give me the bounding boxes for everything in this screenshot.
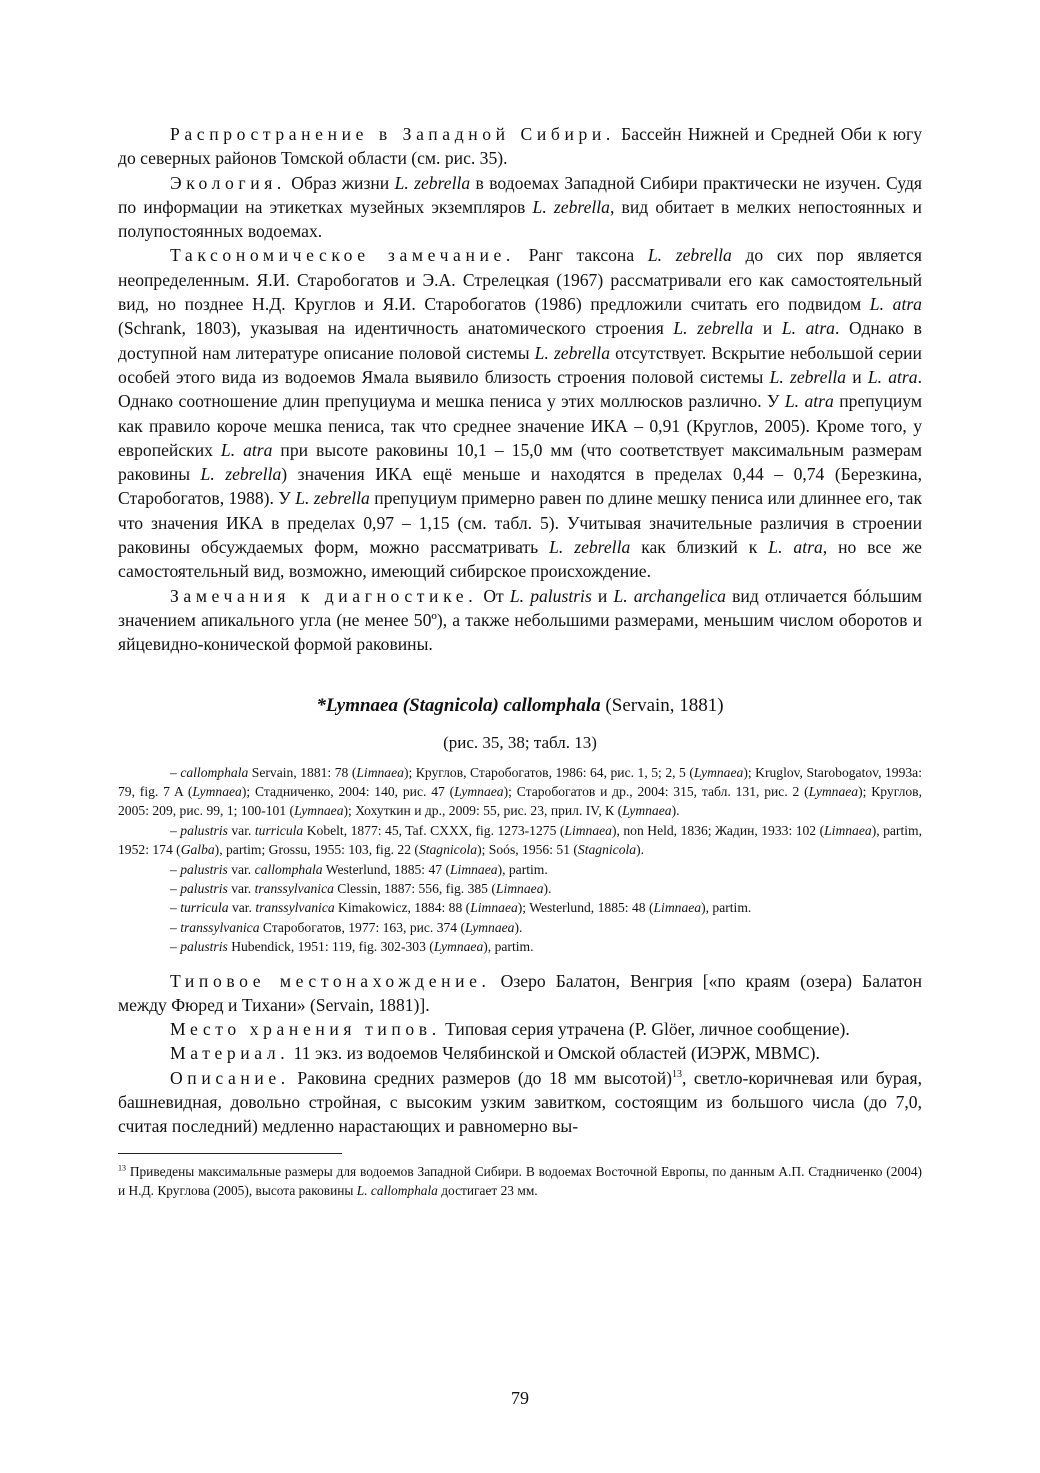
diagnostics-paragraph: Замечания к диагностике. От L. palustris и L. archangelica вид отличается бóльшим значением апикального угла (не менее 50º), а также небольшими размерами, меньшим числом оборотов и яйцевидно-конической формой раковины.	[118, 585, 922, 655]
ecology-paragraph: Экология. Образ жизни L. zebrella в водоемах Западной Сибири практически не изучен. Судя по информации на этикетках музейных экземпляров L. zebrella, вид обитает в мелких непостоянных и полупостоянных водоемах.	[118, 172, 922, 242]
synonymy-entry: – callomphala Servain, 1881: 78 (Limnaea); Круглов, Старобогатов, 1986: 64, рис. 1, 5; 2, 5 (Lymnaea); Kruglov, Starobogatov, 1993a: 79, fig. 7 A (Lymnaea); Стадниченко, 2004: 140, рис. 47 (Lymnaea); Старобогатов и др., 2004: 315, табл. 131, рис. 2 (Lymnaea); Круглов, 2005: 209, рис. 99, 1; 100-101 (Lymnaea); Хохуткин и др., 2009: 55, рис. 23, прил. IV, К (Lymnaea).	[118, 764, 922, 819]
footnote-number: 13	[118, 1163, 126, 1173]
synonymy-entry: – turricula var. transsylvanica Kimakowicz, 1884: 88 (Limnaea); Westerlund, 1885: 48 (Limnaea), partim.	[170, 900, 752, 916]
footnote-divider	[118, 1153, 342, 1154]
species-title: *Lymnaea (Stagnicola) callomphala (Servain, 1881)	[316, 694, 724, 716]
type-storage-paragraph: Место хранения типов. Типовая серия утрачена (P. Glöer, личное сообщение).	[170, 1019, 850, 1040]
synonymy-entry: – palustris var. callomphala Westerlund, 1885: 47 (Limnaea), partim.	[170, 861, 548, 877]
footnote-reference: 13	[671, 1068, 682, 1080]
section-heading: Материал.	[170, 1043, 290, 1064]
section-heading: Таксономическое замечание.	[170, 245, 515, 266]
distribution-paragraph: Распространение в Западной Сибири. Бассейн Нижней и Средней Оби к югу до северных районов Томской области (см. рис. 35).	[118, 124, 922, 169]
synonymy-entry: – palustris var. turricula Kobelt, 1877: 45, Taf. CXXX, fig. 1273-1275 (Limnaea), non Held, 1836; Жадин, 1933: 102 (Limnaea), partim, 1952: 174 (Galba), partim; Grossu, 1955: 103, fig. 22 (Stagnicola); Soós, 1956: 51 (Stagnicola).	[118, 822, 922, 858]
footnote: $^{13}$ Приведены максимальные размеры для водоемов Западной Сибири. В водоемах Восточной Европы, по данным А.П. Стадниченко (2004) и Н.Д. Круглова (2005), высота раковины L. callomphala достигает 23 мм.	[118, 1163, 922, 1198]
synonymy-entry: – palustris var. transsylvanica Clessin, 1887: 556, fig. 385 (Limnaea).	[170, 880, 552, 896]
material-paragraph: Материал. 11 экз. из водоемов Челябинской и Омской областей (ИЭРЖ, МВМС).	[170, 1043, 820, 1064]
page-body	[118, 122, 922, 1213]
section-heading: Распространение в Западной Сибири.	[170, 124, 615, 144]
page-number: 79	[511, 1388, 529, 1408]
section-heading: Описание.	[170, 1067, 290, 1088]
section-heading: Замечания к диагностике.	[170, 585, 478, 606]
taxonomy-paragraph: Таксономическое замечание. Ранг таксона L. zebrella до сих пор является неопределенным. Я.И. Старобогатов и Э.А. Стрелецкая (1967) рассматривали его как самостоятельный вид, но позднее Н.Д. Круглов и Я.И. Старобогатов (1986) предложили считать его подвидом L. atra (Schrank, 1803), указывая на идентичность анатомического строения L. zebrella и L. atra. Однако в доступной нам литературе описание половой системы L. zebrella отсутствует. Вскрытие небольшой серии особей этого вида из водоемов Ямала выявило близость строения половой системы L. zebrella и L. atra. Однако соотношение длин препуциума и мешка пениса у этих моллюсков различно. У L. atra препуциум как правило короче мешка пениса, так что среднее значение ИКА – 0,91 (Круглов, 2005). Кроме того, у европейских L. atra при высоте раковины 10,1 – 15,0 мм (что соответствует максимальным размерам раковины L. zebrella) значения ИКА ещё меньше и находятся в пределах 0,44 – 0,74 (Березкина, Старобогатов, 1988). У L. zebrella препуциум примерно равен по длине мешку пениса или длиннее его, так что значения ИКА в пределах 0,97 – 1,15 (см. табл. 5). Учитывая значительные различия в строении раковины обсуждаемых форм, можно рассматривать L. zebrella как близкий к L. atra, но все же самостоятельный вид, возможно, имеющий сибирское происхождение.	[118, 245, 923, 582]
section-heading: Место хранения типов.	[170, 1019, 441, 1040]
section-heading: Типовое местонахождение.	[170, 970, 491, 991]
species-figure-refs: (рис. 35, 38; табл. 13)	[443, 732, 597, 752]
description-paragraph: Описание. Раковина средних размеров (до 18 мм высотой)$^{13}$, светло-коричневая или бурая, башневидная, довольно стройная, с высоким узким завитком, состоящим из большого числа (до 7,0, считая последний) медленно нарастающих и равномерно вы-	[118, 1067, 922, 1137]
synonymy-entry: – palustris Hubendick, 1951: 119, fig. 302-303 (Lymnaea), partim.	[170, 939, 534, 955]
synonymy-entry: – transsylvanica Старобогатов, 1977: 163, рис. 374 (Lymnaea).	[170, 919, 523, 935]
type-locality-paragraph: Типовое местонахождение. Озеро Балатон, Венгрия [«по краям (озера) Балатон между Фюред и Тихани» (Servain, 1881)].	[118, 970, 922, 1015]
synonymy-list	[118, 763, 922, 957]
section-heading: Экология.	[170, 172, 286, 193]
